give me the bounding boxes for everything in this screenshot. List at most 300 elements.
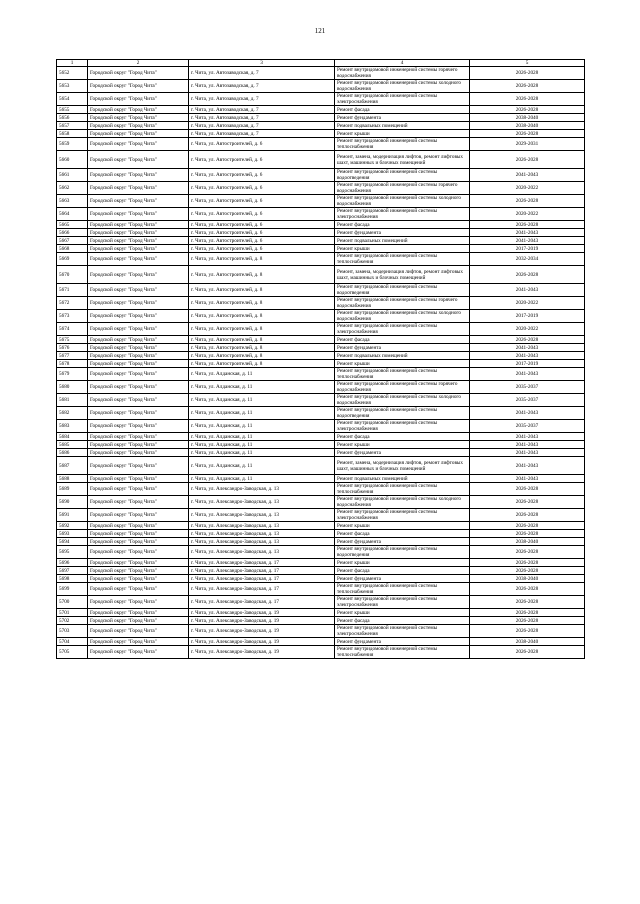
- address-cell: г. Чита, ул. Александро-Заводская, д. 17: [189, 575, 335, 583]
- address-cell: г. Чита, ул. Автостроителей, д. 6: [189, 138, 335, 151]
- address-cell: г. Чита, ул. Автостроителей, д. 6: [189, 245, 335, 253]
- work-type-cell: Ремонт крыши: [335, 245, 470, 253]
- address-cell: г. Чита, ул. Алданская, д. 11: [189, 457, 335, 475]
- address-cell: г. Чита, ул. Алданская, д. 11: [189, 441, 335, 449]
- table-row: [57, 449, 585, 457]
- work-type-cell: Ремонт, замена, модернизация лифтов, ремонт лифтовых шахт, машинных и блочных помещений: [335, 457, 470, 475]
- table-row: [57, 646, 585, 659]
- table-row: [57, 433, 585, 441]
- address-cell: г. Чита, ул. Автостроителей, д. 8: [189, 352, 335, 360]
- work-type-cell: Ремонт, замена, модернизация лифтов, ремонт лифтовых шахт, машинных и блочных помещений: [335, 151, 470, 169]
- work-type-cell: Ремонт внутридомовой инженерной системы электроснабжения: [335, 93, 470, 106]
- address-cell: г. Чита, ул. Александро-Заводская, д. 19: [189, 646, 335, 659]
- address-cell: г. Чита, ул. Автозаводская, д. 7: [189, 122, 335, 130]
- address-cell: г. Чита, ул. Александро-Заводская, д. 17: [189, 567, 335, 575]
- table-row: [57, 266, 585, 284]
- address-cell: г. Чита, ул. Автозаводская, д. 7: [189, 67, 335, 80]
- municipality-cell: Городской округ "Город Чита": [88, 496, 189, 509]
- period-cell: 2026-2028: [470, 496, 585, 509]
- period-cell: 2026-2028: [470, 522, 585, 530]
- work-type-cell: Ремонт подвальных помещений: [335, 352, 470, 360]
- municipality-cell: Городской округ "Город Чита": [88, 352, 189, 360]
- table-row: [57, 496, 585, 509]
- period-cell: 2038-2040: [470, 114, 585, 122]
- period-cell: 2035-2037: [470, 420, 585, 433]
- row-number-cell: 5656: [57, 114, 88, 122]
- table-row: [57, 625, 585, 638]
- table-row: [57, 114, 585, 122]
- header-row: [57, 60, 585, 67]
- address-cell: г. Чита, ул. Алданская, д. 11: [189, 407, 335, 420]
- table-row: [57, 122, 585, 130]
- period-cell: 2029-2031: [470, 138, 585, 151]
- address-cell: г. Чита, ул. Автостроителей, д. 6: [189, 151, 335, 169]
- address-cell: г. Чита, ул. Автозаводская, д. 7: [189, 114, 335, 122]
- row-number-cell: 5677: [57, 352, 88, 360]
- municipality-cell: Городской округ "Город Чита": [88, 151, 189, 169]
- row-number-cell: 5705: [57, 646, 88, 659]
- row-number-cell: 5703: [57, 625, 88, 638]
- work-type-cell: Ремонт крыши: [335, 609, 470, 617]
- work-type-cell: Ремонт внутридомовой инженерной системы теплоснабжения: [335, 138, 470, 151]
- work-type-cell: Ремонт внутридомовой инженерной системы водоотведения: [335, 407, 470, 420]
- row-number-cell: 5666: [57, 229, 88, 237]
- period-cell: 2026-2028: [470, 266, 585, 284]
- period-cell: 2038-2040: [470, 575, 585, 583]
- row-number-cell: 5698: [57, 575, 88, 583]
- row-number-cell: 5681: [57, 394, 88, 407]
- row-number-cell: 5661: [57, 169, 88, 182]
- period-cell: 2026-2028: [470, 221, 585, 229]
- row-number-cell: 5654: [57, 93, 88, 106]
- column-header-1: 1: [57, 60, 88, 67]
- registry-table: [56, 59, 585, 659]
- municipality-cell: Городской округ "Город Чита": [88, 138, 189, 151]
- row-number-cell: 5662: [57, 182, 88, 195]
- row-number-cell: 5700: [57, 596, 88, 609]
- address-cell: г. Чита, ул. Александро-Заводская, д. 13: [189, 522, 335, 530]
- address-cell: г. Чита, ул. Александро-Заводская, д. 19: [189, 638, 335, 646]
- work-type-cell: Ремонт фундамента: [335, 538, 470, 546]
- period-cell: 2026-2028: [470, 67, 585, 80]
- column-header-3: 3: [189, 60, 335, 67]
- table-row: [57, 245, 585, 253]
- municipality-cell: Городской округ "Город Чита": [88, 336, 189, 344]
- row-number-cell: 5687: [57, 457, 88, 475]
- address-cell: г. Чита, ул. Автостроителей, д. 6: [189, 182, 335, 195]
- work-type-cell: Ремонт внутридомовой инженерной системы горячего водоснабжения: [335, 381, 470, 394]
- row-number-cell: 5665: [57, 221, 88, 229]
- period-cell: 2017-2019: [470, 245, 585, 253]
- work-type-cell: Ремонт внутридомовой инженерной системы электроснабжения: [335, 596, 470, 609]
- period-cell: 2038-2040: [470, 122, 585, 130]
- table-row: [57, 93, 585, 106]
- municipality-cell: Городской округ "Город Чита": [88, 208, 189, 221]
- table-row: [57, 169, 585, 182]
- address-cell: г. Чита, ул. Александро-Заводская, д. 13: [189, 483, 335, 496]
- address-cell: г. Чита, ул. Автостроителей, д. 6: [189, 237, 335, 245]
- work-type-cell: Ремонт фундамента: [335, 229, 470, 237]
- period-cell: 2041-2043: [470, 352, 585, 360]
- work-type-cell: Ремонт внутридомовой инженерной системы горячего водоснабжения: [335, 67, 470, 80]
- address-cell: г. Чита, ул. Александро-Заводская, д. 19: [189, 617, 335, 625]
- row-number-cell: 5672: [57, 297, 88, 310]
- address-cell: г. Чита, ул. Алданская, д. 11: [189, 420, 335, 433]
- work-type-cell: Ремонт внутридомовой инженерной системы электроснабжения: [335, 509, 470, 522]
- row-number-cell: 5685: [57, 441, 88, 449]
- row-number-cell: 5693: [57, 530, 88, 538]
- row-number-cell: 5680: [57, 381, 88, 394]
- address-cell: г. Чита, ул. Автостроителей, д. 8: [189, 310, 335, 323]
- work-type-cell: Ремонт внутридомовой инженерной системы электроснабжения: [335, 323, 470, 336]
- work-type-cell: Ремонт внутридомовой инженерной системы водоотведения: [335, 284, 470, 297]
- work-type-cell: Ремонт внутридомовой инженерной системы холодного водоснабжения: [335, 310, 470, 323]
- work-type-cell: Ремонт фундамента: [335, 638, 470, 646]
- table-row: [57, 151, 585, 169]
- table-row: [57, 575, 585, 583]
- period-cell: 2038-2040: [470, 638, 585, 646]
- municipality-cell: Городской округ "Город Чита": [88, 80, 189, 93]
- municipality-cell: Городской округ "Город Чита": [88, 310, 189, 323]
- table-row: [57, 509, 585, 522]
- table-row: [57, 253, 585, 266]
- address-cell: г. Чита, ул. Автостроителей, д. 6: [189, 229, 335, 237]
- period-cell: 2041-2043: [470, 169, 585, 182]
- row-number-cell: 5701: [57, 609, 88, 617]
- table-header: [57, 60, 585, 67]
- work-type-cell: Ремонт фундамента: [335, 114, 470, 122]
- row-number-cell: 5696: [57, 559, 88, 567]
- address-cell: г. Чита, ул. Алданская, д. 11: [189, 449, 335, 457]
- municipality-cell: Городской округ "Город Чита": [88, 457, 189, 475]
- table-row: [57, 530, 585, 538]
- work-type-cell: Ремонт внутридомовой инженерной системы теплоснабжения: [335, 646, 470, 659]
- table-row: [57, 130, 585, 138]
- municipality-cell: Городской округ "Город Чита": [88, 114, 189, 122]
- municipality-cell: Городской округ "Город Чита": [88, 195, 189, 208]
- period-cell: 2041-2043: [470, 457, 585, 475]
- address-cell: г. Чита, ул. Александро-Заводская, д. 13: [189, 509, 335, 522]
- work-type-cell: Ремонт внутридомовой инженерной системы водоотведения: [335, 546, 470, 559]
- work-type-cell: Ремонт фасада: [335, 433, 470, 441]
- period-cell: 2041-2043: [470, 475, 585, 483]
- table-row: [57, 297, 585, 310]
- work-type-cell: Ремонт подвальных помещений: [335, 475, 470, 483]
- row-number-cell: 5653: [57, 80, 88, 93]
- municipality-cell: Городской округ "Город Чита": [88, 449, 189, 457]
- address-cell: г. Чита, ул. Алданская, д. 11: [189, 433, 335, 441]
- period-cell: 2026-2028: [470, 609, 585, 617]
- municipality-cell: Городской округ "Город Чита": [88, 67, 189, 80]
- row-number-cell: 5670: [57, 266, 88, 284]
- work-type-cell: Ремонт крыши: [335, 559, 470, 567]
- address-cell: г. Чита, ул. Автозаводская, д. 7: [189, 130, 335, 138]
- table-row: [57, 538, 585, 546]
- period-cell: 2020-2022: [470, 208, 585, 221]
- address-cell: г. Чита, ул. Александро-Заводская, д. 13: [189, 496, 335, 509]
- work-type-cell: Ремонт крыши: [335, 360, 470, 368]
- period-cell: 2026-2028: [470, 106, 585, 114]
- table-row: [57, 182, 585, 195]
- row-number-cell: 5675: [57, 336, 88, 344]
- period-cell: 2026-2028: [470, 567, 585, 575]
- work-type-cell: Ремонт фасада: [335, 530, 470, 538]
- address-cell: г. Чита, ул. Автостроителей, д. 6: [189, 169, 335, 182]
- table-row: [57, 475, 585, 483]
- row-number-cell: 5663: [57, 195, 88, 208]
- row-number-cell: 5679: [57, 368, 88, 381]
- municipality-cell: Городской округ "Город Чита": [88, 567, 189, 575]
- table-row: [57, 138, 585, 151]
- work-type-cell: Ремонт, замена, модернизация лифтов, ремонт лифтовых шахт, машинных и блочных помещений: [335, 266, 470, 284]
- row-number-cell: 5658: [57, 130, 88, 138]
- table-row: [57, 284, 585, 297]
- work-type-cell: Ремонт внутридомовой инженерной системы горячего водоснабжения: [335, 297, 470, 310]
- work-type-cell: Ремонт фундамента: [335, 575, 470, 583]
- row-number-cell: 5692: [57, 522, 88, 530]
- table-row: [57, 336, 585, 344]
- row-number-cell: 5702: [57, 617, 88, 625]
- municipality-cell: Городской округ "Город Чита": [88, 394, 189, 407]
- work-type-cell: Ремонт крыши: [335, 522, 470, 530]
- work-type-cell: Ремонт внутридомовой инженерной системы водоотведения: [335, 169, 470, 182]
- municipality-cell: Городской округ "Город Чита": [88, 381, 189, 394]
- period-cell: 2026-2028: [470, 625, 585, 638]
- table-body: [57, 67, 585, 659]
- period-cell: 2026-2028: [470, 617, 585, 625]
- municipality-cell: Городской округ "Город Чита": [88, 229, 189, 237]
- row-number-cell: 5694: [57, 538, 88, 546]
- municipality-cell: Городской округ "Город Чита": [88, 182, 189, 195]
- municipality-cell: Городской округ "Город Чита": [88, 221, 189, 229]
- row-number-cell: 5691: [57, 509, 88, 522]
- work-type-cell: Ремонт внутридомовой инженерной системы холодного водоснабжения: [335, 496, 470, 509]
- municipality-cell: Городской округ "Город Чита": [88, 596, 189, 609]
- address-cell: г. Чита, ул. Алданская, д. 11: [189, 381, 335, 394]
- row-number-cell: 5674: [57, 323, 88, 336]
- period-cell: 2041-2043: [470, 449, 585, 457]
- table-row: [57, 483, 585, 496]
- address-cell: г. Чита, ул. Автостроителей, д. 8: [189, 253, 335, 266]
- table-row: [57, 368, 585, 381]
- period-cell: 2026-2028: [470, 583, 585, 596]
- column-header-4: 4: [335, 60, 470, 67]
- municipality-cell: Городской округ "Город Чита": [88, 441, 189, 449]
- work-type-cell: Ремонт крыши: [335, 441, 470, 449]
- period-cell: 2026-2028: [470, 546, 585, 559]
- address-cell: г. Чита, ул. Алданская, д. 11: [189, 475, 335, 483]
- work-type-cell: Ремонт фасада: [335, 336, 470, 344]
- row-number-cell: 5699: [57, 583, 88, 596]
- address-cell: г. Чита, ул. Автостроителей, д. 8: [189, 360, 335, 368]
- table-row: [57, 67, 585, 80]
- table-row: [57, 457, 585, 475]
- table-row: [57, 229, 585, 237]
- municipality-cell: Городской округ "Город Чита": [88, 483, 189, 496]
- address-cell: г. Чита, ул. Автозаводская, д. 7: [189, 106, 335, 114]
- work-type-cell: Ремонт фасада: [335, 617, 470, 625]
- address-cell: г. Чита, ул. Александро-Заводская, д. 19: [189, 609, 335, 617]
- table-row: [57, 583, 585, 596]
- period-cell: 2041-2043: [470, 407, 585, 420]
- work-type-cell: Ремонт внутридомовой инженерной системы теплоснабжения: [335, 368, 470, 381]
- row-number-cell: 5671: [57, 284, 88, 297]
- table-row: [57, 80, 585, 93]
- table-row: [57, 522, 585, 530]
- work-type-cell: Ремонт внутридомовой инженерной системы электроснабжения: [335, 625, 470, 638]
- table-row: [57, 596, 585, 609]
- work-type-cell: Ремонт внутридомовой инженерной системы холодного водоснабжения: [335, 394, 470, 407]
- work-type-cell: Ремонт внутридомовой инженерной системы электроснабжения: [335, 420, 470, 433]
- table-row: [57, 394, 585, 407]
- row-number-cell: 5676: [57, 344, 88, 352]
- period-cell: 2026-2028: [470, 559, 585, 567]
- address-cell: г. Чита, ул. Алданская, д. 11: [189, 368, 335, 381]
- municipality-cell: Городской округ "Город Чита": [88, 530, 189, 538]
- address-cell: г. Чита, ул. Автостроителей, д. 8: [189, 344, 335, 352]
- table-row: [57, 360, 585, 368]
- period-cell: 2041-2043: [470, 441, 585, 449]
- municipality-cell: Городской округ "Город Чита": [88, 360, 189, 368]
- address-cell: г. Чита, ул. Александро-Заводская, д. 17: [189, 583, 335, 596]
- table-row: [57, 567, 585, 575]
- work-type-cell: Ремонт крыши: [335, 130, 470, 138]
- municipality-cell: Городской округ "Город Чита": [88, 407, 189, 420]
- municipality-cell: Городской округ "Город Чита": [88, 130, 189, 138]
- address-cell: г. Чита, ул. Автостроителей, д. 6: [189, 195, 335, 208]
- municipality-cell: Городской округ "Город Чита": [88, 253, 189, 266]
- municipality-cell: Городской округ "Город Чита": [88, 559, 189, 567]
- address-cell: г. Чита, ул. Автозаводская, д. 7: [189, 80, 335, 93]
- work-type-cell: Ремонт внутридомовой инженерной системы теплоснабжения: [335, 253, 470, 266]
- table-row: [57, 237, 585, 245]
- municipality-cell: Городской округ "Город Чита": [88, 237, 189, 245]
- address-cell: г. Чита, ул. Автостроителей, д. 6: [189, 208, 335, 221]
- period-cell: 2041-2043: [470, 368, 585, 381]
- period-cell: 2041-2043: [470, 237, 585, 245]
- address-cell: г. Чита, ул. Автостроителей, д. 6: [189, 221, 335, 229]
- address-cell: г. Чита, ул. Александро-Заводская, д. 19: [189, 625, 335, 638]
- row-number-cell: 5664: [57, 208, 88, 221]
- row-number-cell: 5682: [57, 407, 88, 420]
- period-cell: 2041-2043: [470, 229, 585, 237]
- period-cell: 2020-2022: [470, 182, 585, 195]
- row-number-cell: 5689: [57, 483, 88, 496]
- row-number-cell: 5695: [57, 546, 88, 559]
- table-row: [57, 407, 585, 420]
- table-row: [57, 638, 585, 646]
- table-row: [57, 609, 585, 617]
- address-cell: г. Чита, ул. Автостроителей, д. 8: [189, 297, 335, 310]
- municipality-cell: Городской округ "Город Чита": [88, 323, 189, 336]
- municipality-cell: Городской округ "Город Чита": [88, 522, 189, 530]
- period-cell: 2026-2028: [470, 195, 585, 208]
- table-row: [57, 420, 585, 433]
- period-cell: 2026-2028: [470, 93, 585, 106]
- work-type-cell: Ремонт подвальных помещений: [335, 237, 470, 245]
- municipality-cell: Городской округ "Город Чита": [88, 106, 189, 114]
- municipality-cell: Городской округ "Город Чита": [88, 368, 189, 381]
- municipality-cell: Городской округ "Город Чита": [88, 646, 189, 659]
- period-cell: 2017-2019: [470, 310, 585, 323]
- table-row: [57, 344, 585, 352]
- table-row: [57, 546, 585, 559]
- work-type-cell: Ремонт внутридомовой инженерной системы холодного водоснабжения: [335, 80, 470, 93]
- period-cell: 2035-2037: [470, 381, 585, 394]
- period-cell: 2020-2022: [470, 297, 585, 310]
- column-header-2: 2: [88, 60, 189, 67]
- municipality-cell: Городской округ "Город Чита": [88, 93, 189, 106]
- address-cell: г. Чита, ул. Автостроителей, д. 8: [189, 284, 335, 297]
- row-number-cell: 5657: [57, 122, 88, 130]
- address-cell: г. Чита, ул. Александро-Заводская, д. 17: [189, 559, 335, 567]
- municipality-cell: Городской округ "Город Чита": [88, 625, 189, 638]
- municipality-cell: Городской округ "Город Чита": [88, 638, 189, 646]
- row-number-cell: 5655: [57, 106, 88, 114]
- municipality-cell: Городской округ "Город Чита": [88, 245, 189, 253]
- address-cell: г. Чита, ул. Александро-Заводская, д. 13: [189, 538, 335, 546]
- address-cell: г. Чита, ул. Александро-Заводская, д. 13: [189, 530, 335, 538]
- municipality-cell: Городской округ "Город Чита": [88, 583, 189, 596]
- period-cell: 2038-2040: [470, 538, 585, 546]
- work-type-cell: Ремонт фасада: [335, 106, 470, 114]
- period-cell: 2041-2043: [470, 344, 585, 352]
- municipality-cell: Городской округ "Город Чита": [88, 433, 189, 441]
- row-number-cell: 5688: [57, 475, 88, 483]
- municipality-cell: Городской округ "Город Чита": [88, 284, 189, 297]
- work-type-cell: Ремонт внутридомовой инженерной системы холодного водоснабжения: [335, 195, 470, 208]
- row-number-cell: 5673: [57, 310, 88, 323]
- row-number-cell: 5652: [57, 67, 88, 80]
- period-cell: 2035-2037: [470, 394, 585, 407]
- municipality-cell: Городской округ "Город Чита": [88, 538, 189, 546]
- period-cell: 2017-2019: [470, 360, 585, 368]
- address-cell: г. Чита, ул. Александро-Заводская, д. 17: [189, 596, 335, 609]
- municipality-cell: Городской округ "Город Чита": [88, 475, 189, 483]
- table-row: [57, 559, 585, 567]
- row-number-cell: 5684: [57, 433, 88, 441]
- table-row: [57, 310, 585, 323]
- row-number-cell: 5669: [57, 253, 88, 266]
- municipality-cell: Городской округ "Город Чита": [88, 609, 189, 617]
- municipality-cell: Городской округ "Город Чита": [88, 297, 189, 310]
- table-row: [57, 323, 585, 336]
- table-row: [57, 617, 585, 625]
- page-number: 121: [314, 27, 326, 35]
- municipality-cell: Городской округ "Город Чита": [88, 344, 189, 352]
- municipality-cell: Городской округ "Город Чита": [88, 546, 189, 559]
- period-cell: 2026-2028: [470, 530, 585, 538]
- municipality-cell: Городской округ "Город Чита": [88, 617, 189, 625]
- row-number-cell: 5659: [57, 138, 88, 151]
- period-cell: 2026-2028: [470, 483, 585, 496]
- address-cell: г. Чита, ул. Автостроителей, д. 8: [189, 336, 335, 344]
- municipality-cell: Городской округ "Город Чита": [88, 122, 189, 130]
- municipality-cell: Городской округ "Город Чита": [88, 575, 189, 583]
- row-number-cell: 5660: [57, 151, 88, 169]
- work-type-cell: Ремонт внутридомовой инженерной системы теплоснабжения: [335, 483, 470, 496]
- work-type-cell: Ремонт фундамента: [335, 449, 470, 457]
- row-number-cell: 5678: [57, 360, 88, 368]
- row-number-cell: 5690: [57, 496, 88, 509]
- work-type-cell: Ремонт фасада: [335, 567, 470, 575]
- period-cell: 2026-2028: [470, 596, 585, 609]
- work-type-cell: Ремонт внутридомовой инженерной системы электроснабжения: [335, 208, 470, 221]
- work-type-cell: Ремонт внутридомовой инженерной системы теплоснабжения: [335, 583, 470, 596]
- address-cell: г. Чита, ул. Александро-Заводская, д. 13: [189, 546, 335, 559]
- table-row: [57, 381, 585, 394]
- period-cell: 2026-2028: [470, 336, 585, 344]
